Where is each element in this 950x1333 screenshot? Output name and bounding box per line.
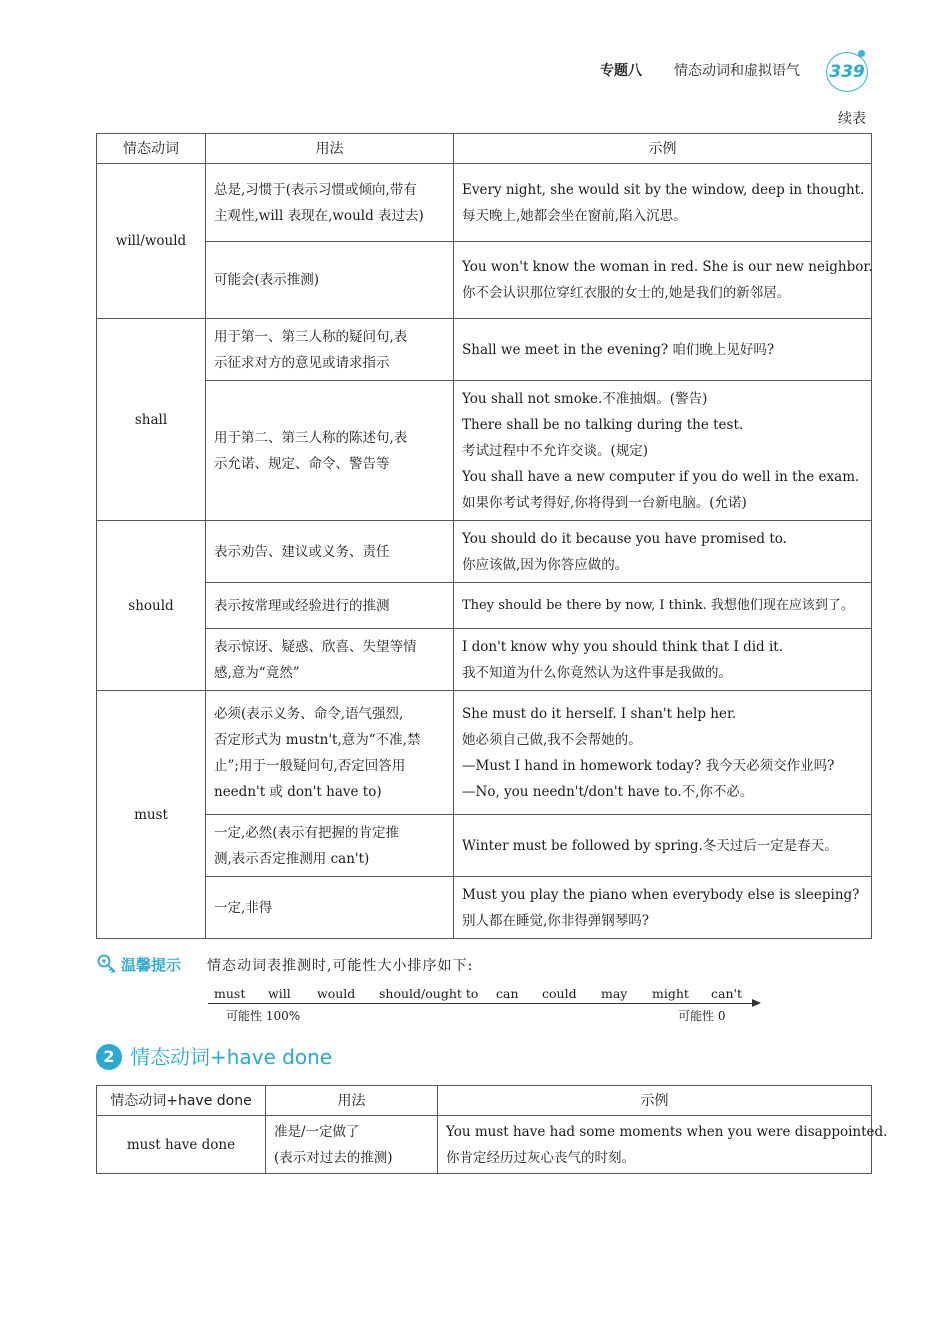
page-number: 339 bbox=[829, 62, 865, 82]
scale-word: will bbox=[268, 986, 291, 1001]
example-line: You must have had some moments when you were disappointed. bbox=[446, 1123, 888, 1140]
table-row bbox=[97, 629, 872, 691]
example-cell bbox=[454, 629, 872, 691]
usage-cell bbox=[206, 629, 454, 691]
usage-line: 主观性,will 表现在,would 表过去) bbox=[214, 207, 424, 224]
table-header-row bbox=[97, 1086, 872, 1116]
usage-line: 表示按常理或经验进行的推测 bbox=[214, 597, 390, 614]
chapter-title: 情态动词和虚拟语气 bbox=[674, 63, 800, 79]
usage-line: 示征求对方的意见或请求指示 bbox=[214, 354, 390, 371]
example-cell bbox=[454, 877, 872, 939]
usage-line: 测,表示否定推测用 can't) bbox=[214, 850, 370, 867]
example-line: She must do it herself. I shan't help her. bbox=[462, 705, 737, 722]
example-cell bbox=[454, 381, 872, 521]
scale-word: might bbox=[652, 986, 689, 1001]
example-line: 如果你考试考得好,你将得到一台新电脑。(允诺) bbox=[462, 494, 747, 511]
example-line: You shall have a new computer if you do well in the exam. bbox=[462, 468, 860, 485]
example-line: Every night, she would sit by the window, deep in thought. bbox=[462, 181, 865, 198]
usage-cell bbox=[206, 815, 454, 877]
table-row bbox=[97, 1116, 872, 1174]
scale-word: could bbox=[542, 986, 577, 1001]
verb-cell: must have done bbox=[97, 1116, 266, 1174]
table-row bbox=[97, 583, 872, 629]
example-cell bbox=[454, 319, 872, 381]
usage-line: 必须(表示义务、命令,语气强烈, bbox=[214, 705, 404, 722]
scale-word: can bbox=[496, 986, 519, 1001]
probability-low-note: 可能性 0 bbox=[678, 1009, 726, 1023]
tip-label: 温馨提示 bbox=[121, 956, 182, 974]
usage-line: 一定,非得 bbox=[214, 899, 273, 916]
usage-cell bbox=[206, 319, 454, 381]
table-header-row bbox=[97, 134, 872, 164]
usage-line: 准是/一定做了 bbox=[274, 1123, 360, 1140]
example-line: You should do it because you have promised to. bbox=[462, 530, 787, 547]
table-row bbox=[97, 521, 872, 583]
header-verb: 情态动词+have done bbox=[97, 1086, 266, 1116]
example-cell bbox=[454, 521, 872, 583]
continued-label: 续表 bbox=[838, 111, 866, 127]
verb-cell: should bbox=[97, 521, 206, 691]
tip-text: 情态动词表推测时,可能性大小排序如下: bbox=[207, 958, 474, 974]
usage-cell bbox=[206, 242, 454, 319]
example-line: 她必须自己做,我不会帮她的。 bbox=[462, 731, 642, 748]
header-example: 示例 bbox=[454, 134, 872, 164]
page-number-badge bbox=[826, 52, 868, 92]
table-row bbox=[97, 815, 872, 877]
example-line: Winter must be followed by spring.冬天过后一定是春天。 bbox=[462, 837, 838, 854]
usage-line: needn't 或 don't have to) bbox=[214, 783, 382, 800]
example-cell bbox=[454, 691, 872, 815]
example-line: You won't know the woman in red. She is our new neighbor. bbox=[462, 259, 873, 275]
scale-word: should/ought to bbox=[379, 986, 479, 1001]
example-cell bbox=[454, 815, 872, 877]
usage-line: 表示劝告、建议或义务、责任 bbox=[214, 543, 390, 560]
usage-cell bbox=[206, 381, 454, 521]
table-row bbox=[97, 242, 872, 319]
example-line: 考试过程中不允许交谈。(规定) bbox=[462, 442, 649, 459]
section-title: 情态动词+have done bbox=[130, 1045, 333, 1069]
scale-word: can't bbox=[711, 986, 742, 1001]
header-verb: 情态动词 bbox=[97, 134, 206, 164]
probability-high-note: 可能性 100% bbox=[226, 1009, 301, 1023]
usage-line: 一定,必然(表示有把握的肯定推 bbox=[214, 824, 400, 841]
example-line: —No, you needn't/don't have to.不,你不必。 bbox=[462, 783, 754, 800]
example-line: 我不知道为什么你竟然认为这件事是我做的。 bbox=[462, 664, 732, 681]
key-hint-icon bbox=[96, 953, 118, 975]
verb-cell: will/would bbox=[97, 164, 206, 319]
example-line: Must you play the piano when everybody else is sleeping? bbox=[462, 886, 860, 903]
usage-line: (表示对过去的推测) bbox=[274, 1149, 393, 1166]
usage-line: 否定形式为 mustn't,意为“不准,禁 bbox=[214, 731, 421, 748]
example-cell bbox=[454, 583, 872, 629]
have-done-table bbox=[96, 1085, 888, 1174]
example-line: 每天晚上,她都会坐在窗前,陷入沉思。 bbox=[462, 207, 687, 224]
example-line: 你不会认识那位穿红衣服的女士的,她是我们的新邻居。 bbox=[462, 285, 791, 301]
example-line: —Must I hand in homework today? 我今天必须交作业吗? bbox=[462, 757, 835, 774]
scale-word: would bbox=[317, 986, 356, 1001]
chapter-label: 专题八 bbox=[600, 63, 642, 79]
table-row bbox=[97, 319, 872, 381]
header-usage: 用法 bbox=[266, 1086, 438, 1116]
table-row bbox=[97, 164, 872, 242]
header-example: 示例 bbox=[438, 1086, 872, 1116]
usage-cell bbox=[266, 1116, 438, 1174]
example-cell bbox=[438, 1116, 888, 1174]
example-line: You shall not smoke.不准抽烟。(警告) bbox=[462, 390, 708, 407]
table-row bbox=[97, 877, 872, 939]
example-line: 你肯定经历过灰心丧气的时刻。 bbox=[446, 1149, 635, 1166]
example-line: They should be there by now, I think. 我想他们现在应该到了。 bbox=[462, 597, 854, 613]
example-line: There shall be no talking during the test. bbox=[462, 416, 744, 433]
usage-line: 用于第一、第三人称的疑问句,表 bbox=[214, 328, 408, 345]
usage-line: 止”;用于一般疑问句,否定回答用 bbox=[214, 757, 406, 774]
usage-line: 示允诺、规定、命令、警告等 bbox=[214, 455, 390, 472]
probability-axis bbox=[208, 1003, 758, 1004]
usage-line: 感,意为“竟然” bbox=[214, 664, 300, 681]
example-line: 你应该做,因为你答应做的。 bbox=[462, 556, 629, 573]
example-line: 别人都在睡觉,你非得弹钢琴吗? bbox=[462, 912, 650, 929]
usage-line: 总是,习惯于(表示习惯或倾向,带有 bbox=[214, 181, 417, 198]
usage-cell bbox=[206, 164, 454, 242]
usage-cell bbox=[206, 691, 454, 815]
usage-line: 表示惊讶、疑惑、欣喜、失望等情 bbox=[214, 638, 417, 655]
example-line: I don't know why you should think that I did it. bbox=[462, 638, 784, 655]
section-number: 2 bbox=[96, 1044, 122, 1070]
usage-line: 可能会(表示推测) bbox=[214, 272, 320, 288]
usage-cell bbox=[206, 877, 454, 939]
verb-cell: must bbox=[97, 691, 206, 939]
modal-verbs-table bbox=[96, 133, 872, 939]
table-row bbox=[97, 381, 872, 521]
header-usage: 用法 bbox=[206, 134, 454, 164]
verb-cell: shall bbox=[97, 319, 206, 521]
usage-line: 用于第二、第三人称的陈述句,表 bbox=[214, 429, 408, 446]
table-row bbox=[97, 691, 872, 815]
scale-word: must bbox=[214, 986, 246, 1001]
badge-dot-icon bbox=[858, 50, 865, 57]
usage-cell bbox=[206, 521, 454, 583]
scale-word: may bbox=[601, 986, 628, 1001]
axis-arrow-icon bbox=[752, 999, 761, 1007]
example-line: Shall we meet in the evening? 咱们晚上见好吗? bbox=[462, 341, 775, 358]
example-cell bbox=[454, 164, 872, 242]
example-cell bbox=[454, 242, 872, 319]
usage-cell bbox=[206, 583, 454, 629]
